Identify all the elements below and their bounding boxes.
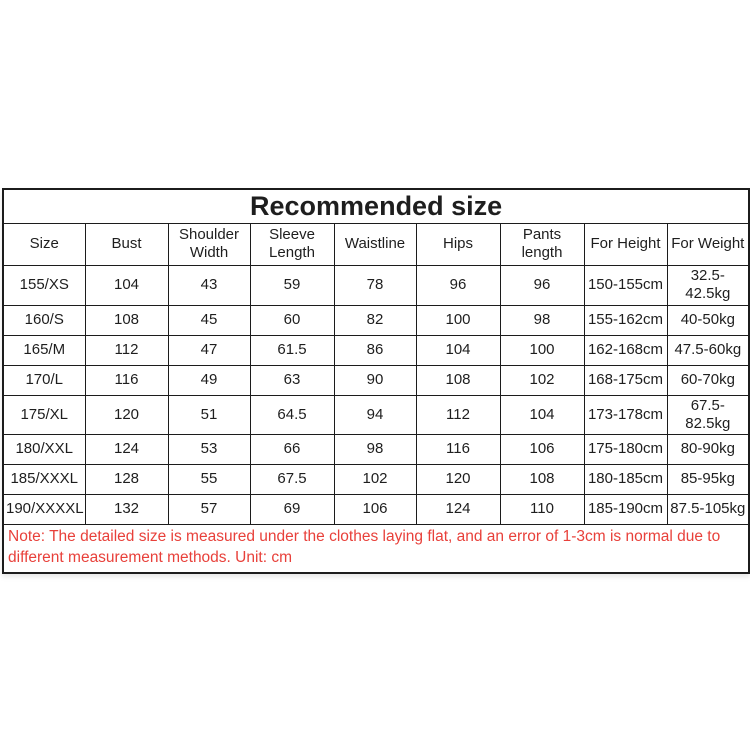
- table-cell: 104: [416, 335, 500, 365]
- table-cell: 150-155cm: [584, 265, 667, 305]
- table-cell: 108: [500, 465, 584, 495]
- table-row: [3, 265, 749, 305]
- table-cell: 173-178cm: [584, 395, 667, 435]
- table-cell: 108: [416, 365, 500, 395]
- table-cell: 66: [250, 435, 334, 465]
- table-cell: 69: [250, 495, 334, 525]
- table-cell: 45: [168, 305, 250, 335]
- table-cell: 55: [168, 465, 250, 495]
- table-row: [3, 395, 749, 435]
- table-cell: 168-175cm: [584, 365, 667, 395]
- table-row: [3, 495, 749, 525]
- table-cell: 90: [334, 365, 416, 395]
- table-cell: 110: [500, 495, 584, 525]
- table-cell: 40-50kg: [667, 305, 749, 335]
- table-cell: 116: [416, 435, 500, 465]
- table-cell: 132: [85, 495, 168, 525]
- table-cell: 120: [416, 465, 500, 495]
- table-cell: 104: [500, 395, 584, 435]
- table-cell: 98: [334, 435, 416, 465]
- table-cell: 155/XS: [3, 265, 85, 305]
- table-cell: 104: [85, 265, 168, 305]
- table-row: [3, 335, 749, 365]
- table-cell: 180/XXL: [3, 435, 85, 465]
- table-cell: 61.5: [250, 335, 334, 365]
- table-cell: 160/S: [3, 305, 85, 335]
- table-cell: 67.5-82.5kg: [667, 395, 749, 435]
- column-header: Pants length: [500, 223, 584, 265]
- table-cell: 78: [334, 265, 416, 305]
- table-cell: 96: [416, 265, 500, 305]
- column-header: Bust: [85, 223, 168, 265]
- column-header: Waistline: [334, 223, 416, 265]
- table-cell: 85-95kg: [667, 465, 749, 495]
- table-cell: 59: [250, 265, 334, 305]
- table-cell: 162-168cm: [584, 335, 667, 365]
- table-cell: 116: [85, 365, 168, 395]
- table-cell: 43: [168, 265, 250, 305]
- table-cell: 170/L: [3, 365, 85, 395]
- note-row: [3, 525, 749, 573]
- table-cell: 108: [85, 305, 168, 335]
- table-row: [3, 365, 749, 395]
- title-row: [3, 189, 749, 223]
- table-cell: 64.5: [250, 395, 334, 435]
- page-title: Recommended size: [3, 189, 749, 223]
- table-cell: 102: [334, 465, 416, 495]
- table-body: [3, 189, 749, 573]
- table-row: [3, 435, 749, 465]
- table-cell: 180-185cm: [584, 465, 667, 495]
- measurement-note: Note: The detailed size is measured under the clothes laying flat, and an error of 1-3cm is normal due to different measurement methods. Unit: cm: [3, 525, 749, 573]
- table-cell: 60-70kg: [667, 365, 749, 395]
- column-header: Hips: [416, 223, 500, 265]
- table-cell: 124: [416, 495, 500, 525]
- table-cell: 190/XXXXL: [3, 495, 85, 525]
- table-cell: 67.5: [250, 465, 334, 495]
- table-cell: 49: [168, 365, 250, 395]
- table-cell: 87.5-105kg: [667, 495, 749, 525]
- table-cell: 53: [168, 435, 250, 465]
- table-cell: 112: [85, 335, 168, 365]
- table-cell: 63: [250, 365, 334, 395]
- column-header: Shoulder Width: [168, 223, 250, 265]
- size-chart-table: [2, 188, 750, 574]
- table-cell: 86: [334, 335, 416, 365]
- table-cell: 57: [168, 495, 250, 525]
- table-cell: 100: [500, 335, 584, 365]
- table-cell: 82: [334, 305, 416, 335]
- column-header: Sleeve Length: [250, 223, 334, 265]
- column-header: For Height: [584, 223, 667, 265]
- column-header: Size: [3, 223, 85, 265]
- table-cell: 175-180cm: [584, 435, 667, 465]
- header-row: [3, 223, 749, 265]
- table-cell: 47.5-60kg: [667, 335, 749, 365]
- table-cell: 106: [334, 495, 416, 525]
- table-cell: 175/XL: [3, 395, 85, 435]
- table-cell: 51: [168, 395, 250, 435]
- table-cell: 98: [500, 305, 584, 335]
- table-cell: 165/M: [3, 335, 85, 365]
- table-cell: 102: [500, 365, 584, 395]
- table-cell: 96: [500, 265, 584, 305]
- table-cell: 80-90kg: [667, 435, 749, 465]
- table-cell: 120: [85, 395, 168, 435]
- table-cell: 47: [168, 335, 250, 365]
- table-cell: 94: [334, 395, 416, 435]
- table-cell: 185-190cm: [584, 495, 667, 525]
- table-cell: 155-162cm: [584, 305, 667, 335]
- table-cell: 32.5-42.5kg: [667, 265, 749, 305]
- table-cell: 128: [85, 465, 168, 495]
- table-cell: 112: [416, 395, 500, 435]
- table-row: [3, 305, 749, 335]
- table-cell: 124: [85, 435, 168, 465]
- table-row: [3, 465, 749, 495]
- table-cell: 106: [500, 435, 584, 465]
- table-cell: 185/XXXL: [3, 465, 85, 495]
- column-header: For Weight: [667, 223, 749, 265]
- table-cell: 60: [250, 305, 334, 335]
- table-cell: 100: [416, 305, 500, 335]
